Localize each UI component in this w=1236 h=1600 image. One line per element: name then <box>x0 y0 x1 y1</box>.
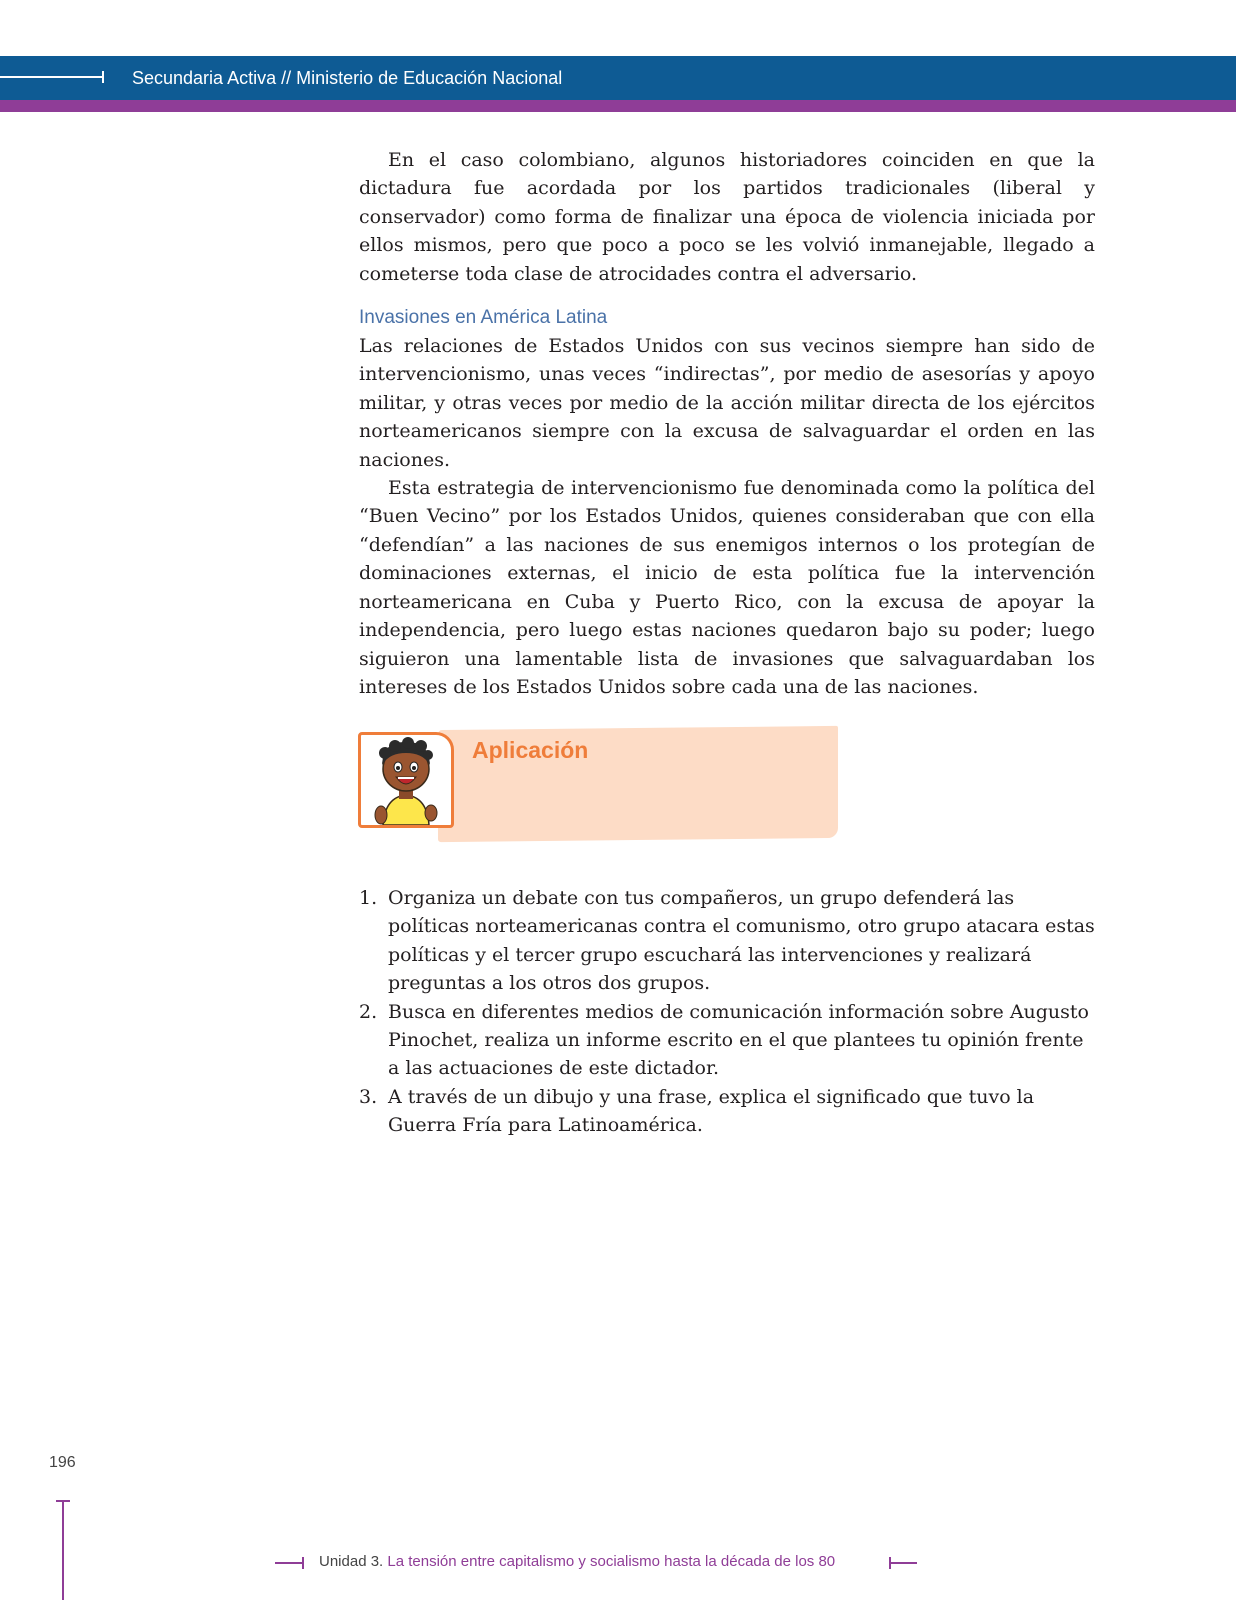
list-item-text: Organiza un debate con tus compañeros, un grupo defenderá las políticas norteamericanas contra el comunismo, otro grupo atacara estas políticas y el tercer grupo escuchará las intervenciones y realizará preguntas a los otros dos grupos. <box>388 887 1095 995</box>
list-item-text: Busca en diferentes medios de comunicación información sobre Augusto Pinochet, realiza un informe escrito en el que plantees tu opinión frente a las actuaciones de este dictador. <box>388 1000 1089 1080</box>
list-item-number: 1. <box>359 887 378 909</box>
student-character-icon <box>361 735 451 825</box>
left-margin-rule <box>62 1500 64 1600</box>
page-number: 196 <box>49 1454 76 1471</box>
footer <box>275 1551 975 1575</box>
main-content <box>359 146 1095 701</box>
footer-text <box>319 1551 835 1573</box>
section-title: Invasiones en América Latina <box>359 307 608 329</box>
list-item <box>359 1083 1095 1140</box>
header-rule-tick <box>102 71 104 83</box>
list-item <box>359 998 1095 1083</box>
footer-rule-right <box>889 1562 917 1564</box>
left-margin-rule-tick <box>56 1500 70 1502</box>
aplicacion-banner <box>358 728 838 840</box>
student-illustration <box>358 732 454 828</box>
header-title: Secundaria Activa // Ministerio de Educación Nacional <box>132 68 563 88</box>
list-item-number: 3. <box>359 1085 378 1108</box>
footer-rule-left <box>275 1562 303 1564</box>
paragraph-1: En el caso colombiano, algunos historiadores coinciden en que la dictadura fue acordada por los partidos tradicionales (liberal y conservador) como forma de finalizar una época de violencia iniciada por ellos mismos, pero que poco a poco se les volvió inmanejable, llegado a cometerse toda clase de atrocidades contra el adversario. <box>359 149 1095 285</box>
paragraph-2: Las relaciones de Estados Unidos con sus vecinos siempre han sido de intervencionismo, unas veces “indirectas”, por medio de asesorías y apoyo militar, y otras veces por medio de la acción militar directa de los ejércitos norteamericanos siempre con la excusa de salvaguardar el orden en las naciones. <box>359 335 1095 471</box>
activity-list <box>359 884 1095 1140</box>
footer-unit-title: La tensión entre capitalismo y socialismo hasta la década de los 80 <box>383 1553 836 1570</box>
footer-tick-left <box>302 1557 304 1569</box>
paragraph-3: Esta estrategia de intervencionismo fue denominada como la política del “Buen Vecino” por los Estados Unidos, quienes consideraban que con ella “defendían” a las naciones de sus enemigos internos o los protegían de dominaciones externas, el inicio de esta política fue la intervención norteamericana en Cuba y Puerto Rico, con la excusa de apoyar la independencia, pero luego estas naciones quedaron bajo su poder; luego siguieron una lamentable lista de invasiones que salvaguardaban los intereses de los Estados Unidos sobre cada una de las naciones. <box>359 477 1095 698</box>
list-item-number: 2. <box>359 1000 378 1023</box>
footer-unit-label: Unidad 3. <box>319 1553 384 1570</box>
header-stripe <box>0 100 1236 112</box>
list-item-text: A través de un dibujo y una frase, explica el significado que tuvo la Guerra Fría para Latinoamérica. <box>388 1085 1035 1137</box>
list-item <box>359 884 1095 998</box>
header-rule <box>0 76 104 78</box>
aplicacion-title: Aplicación <box>472 737 589 763</box>
